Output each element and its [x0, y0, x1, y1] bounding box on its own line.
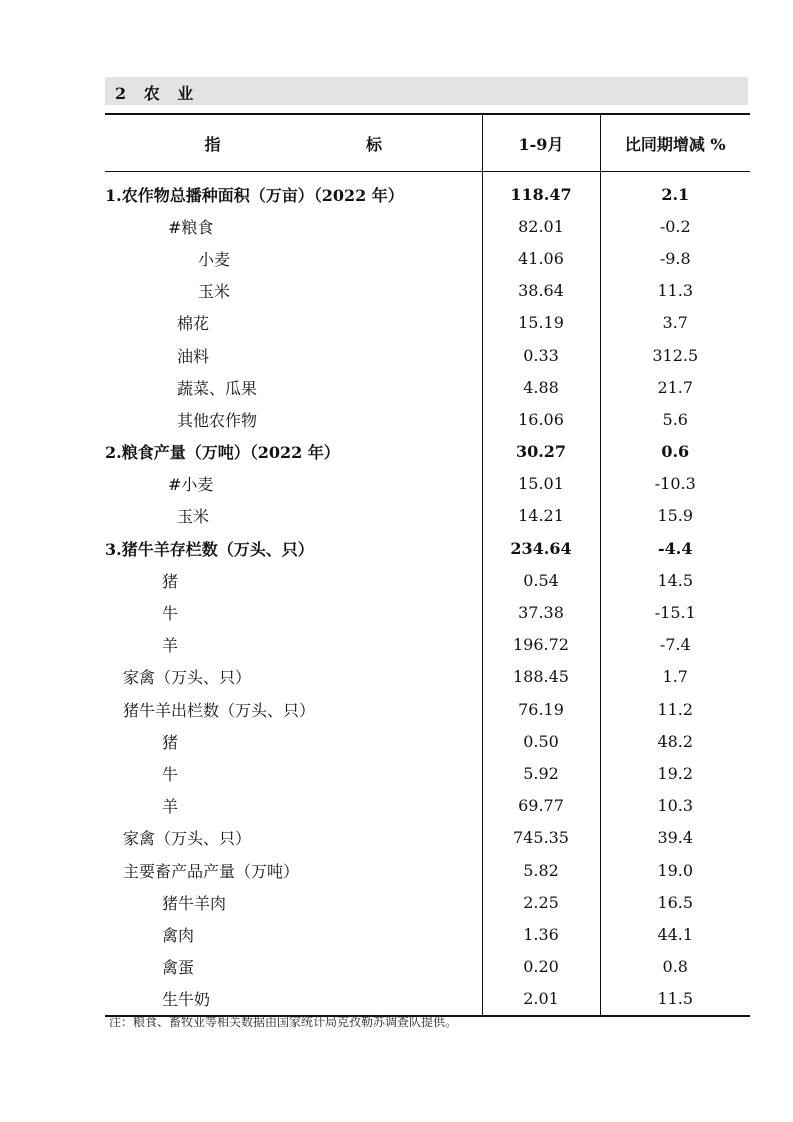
agriculture-table — [105, 113, 750, 1017]
row-value: 5.92 — [482, 757, 600, 789]
table-row — [105, 339, 750, 371]
row-label: 羊 — [162, 636, 179, 656]
row-label: 3.猪牛羊存栏数（万头、只） — [105, 539, 314, 559]
row-value: 118.47 — [482, 172, 600, 211]
table-row — [105, 629, 750, 661]
row-label: #小麦 — [168, 475, 214, 495]
row-label: 小麦 — [198, 249, 231, 269]
table-row — [105, 242, 750, 274]
row-change: 19.0 — [600, 854, 750, 886]
row-value: 188.45 — [482, 661, 600, 693]
row-change: 11.2 — [600, 693, 750, 725]
row-value: 82.01 — [482, 210, 600, 242]
row-change: 48.2 — [600, 725, 750, 757]
row-label: 棉花 — [177, 314, 210, 334]
row-label: 蔬菜、瓜果 — [177, 378, 258, 398]
table-row — [105, 725, 750, 757]
row-value: 16.06 — [482, 403, 600, 435]
section-title: 2 农 业 — [115, 84, 200, 103]
row-value: 37.38 — [482, 596, 600, 628]
section-header — [105, 77, 748, 105]
row-change: 2.1 — [600, 172, 750, 211]
header-indicator-label: 指 标 — [204, 134, 453, 154]
table-row — [105, 854, 750, 886]
row-label: 禽肉 — [162, 925, 195, 945]
row-change: -9.8 — [600, 242, 750, 274]
row-change: -15.1 — [600, 596, 750, 628]
table-row — [105, 307, 750, 339]
table-row — [105, 468, 750, 500]
table-row — [105, 210, 750, 242]
table-row — [105, 596, 750, 628]
row-change: 0.8 — [600, 951, 750, 983]
row-value: 2.25 — [482, 886, 600, 918]
table-row — [105, 436, 750, 468]
row-value: 0.33 — [482, 339, 600, 371]
row-label: 其他农作物 — [177, 410, 258, 430]
row-value: 14.21 — [482, 500, 600, 532]
row-label: 生牛奶 — [105, 983, 482, 1016]
table-row — [105, 983, 750, 1016]
row-label: 家禽（万头、只） — [123, 829, 252, 849]
table-row — [105, 661, 750, 693]
row-label: 1.农作物总播种面积（万亩）（2022 年） — [105, 185, 404, 205]
row-value: 38.64 — [482, 275, 600, 307]
table-row — [105, 275, 750, 307]
row-value: 76.19 — [482, 693, 600, 725]
table-row — [105, 564, 750, 596]
row-value: 30.27 — [482, 436, 600, 468]
row-change: -0.2 — [600, 210, 750, 242]
row-label: 玉米 — [177, 507, 210, 527]
table-row — [105, 532, 750, 564]
header-change: 比同期增减 % — [600, 114, 750, 172]
row-label: 禽蛋 — [162, 958, 195, 978]
row-change: 10.3 — [600, 790, 750, 822]
row-change: -7.4 — [600, 629, 750, 661]
row-value: 5.82 — [482, 854, 600, 886]
row-label: 2.粮食产量（万吨）（2022 年） — [105, 443, 340, 463]
table-row — [105, 886, 750, 918]
row-change: 0.6 — [600, 436, 750, 468]
row-change: 39.4 — [600, 822, 750, 854]
row-value: 0.20 — [482, 951, 600, 983]
row-value: 41.06 — [482, 242, 600, 274]
row-change: 312.5 — [600, 339, 750, 371]
table-row — [105, 693, 750, 725]
table-row — [105, 500, 750, 532]
header-period: 1-9月 — [482, 114, 600, 172]
row-change: 5.6 — [600, 403, 750, 435]
row-change: 16.5 — [600, 886, 750, 918]
table-row — [105, 951, 750, 983]
row-change: 15.9 — [600, 500, 750, 532]
row-change: 14.5 — [600, 564, 750, 596]
row-label: 油料 — [177, 346, 210, 366]
row-label: 牛 — [162, 764, 179, 784]
row-value: 745.35 — [482, 822, 600, 854]
table-row — [105, 822, 750, 854]
header-indicator — [105, 114, 482, 172]
table-row — [105, 172, 750, 211]
row-change: 11.3 — [600, 275, 750, 307]
row-label: 羊 — [162, 797, 179, 817]
row-label: 猪 — [162, 571, 179, 591]
row-value: 0.54 — [482, 564, 600, 596]
row-label: 猪牛羊肉 — [162, 893, 227, 913]
row-value: 15.19 — [482, 307, 600, 339]
row-label: 猪 — [162, 732, 179, 752]
row-label: 玉米 — [198, 282, 231, 302]
row-label: 猪牛羊出栏数（万头、只） — [123, 700, 316, 720]
row-change: 21.7 — [600, 371, 750, 403]
row-change: 44.1 — [600, 918, 750, 950]
row-value: 234.64 — [482, 532, 600, 564]
row-value: 4.88 — [482, 371, 600, 403]
row-change: 3.7 — [600, 307, 750, 339]
row-value: 15.01 — [482, 468, 600, 500]
row-value: 196.72 — [482, 629, 600, 661]
row-change: 19.2 — [600, 757, 750, 789]
table-row — [105, 918, 750, 950]
row-label: #粮食 — [168, 217, 214, 237]
table-header-row — [105, 114, 750, 172]
row-value: 69.77 — [482, 790, 600, 822]
row-change: 11.5 — [600, 983, 750, 1016]
table-body — [105, 172, 750, 1016]
table-row — [105, 757, 750, 789]
row-label: 家禽（万头、只） — [123, 668, 252, 688]
table-row — [105, 403, 750, 435]
row-value: 1.36 — [482, 918, 600, 950]
table-row — [105, 371, 750, 403]
row-change: 1.7 — [600, 661, 750, 693]
row-change: -4.4 — [600, 532, 750, 564]
row-change: -10.3 — [600, 468, 750, 500]
row-label: 牛 — [162, 604, 179, 624]
table-row — [105, 790, 750, 822]
row-label: 主要畜产品产量（万吨） — [123, 861, 300, 881]
row-value: 2.01 — [482, 983, 600, 1016]
row-value: 0.50 — [482, 725, 600, 757]
footnote: 注：粮食、畜牧业等相关数据由国家统计局克孜勒苏调查队提供。 — [109, 1015, 458, 1029]
